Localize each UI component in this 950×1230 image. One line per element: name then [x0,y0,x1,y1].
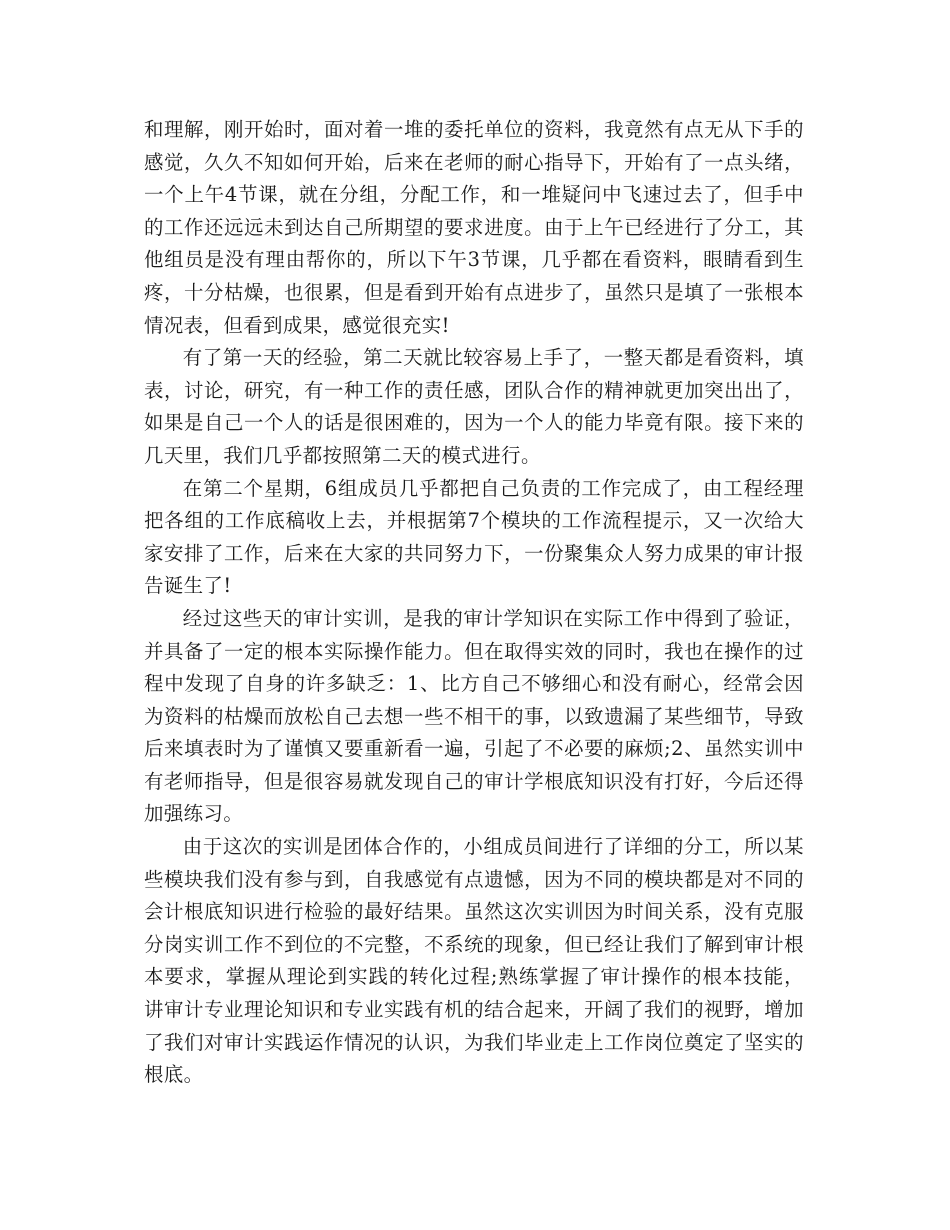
document-body [144,114,804,1092]
paragraph-reflection: 经过这些天的审计实训，是我的审计学知识在实际工作中得到了验证，并具备了一定的根本实际操作能力。但在取得实效的同时，我也在操作的过程中发现了自身的许多缺乏：1、比方自己不够细心和没有耐心，经常会因为资料的枯燥而放松自己去想一些不相干的事，以致遗漏了某些细节，导致后来填表时为了谨慎又要重新看一遍，引起了不必要的麻烦;2、虽然实训中有老师指导，但是很容易就发现自己的审计学根底知识没有打好，今后还得加强练习。 [144,606,804,826]
paragraph-conclusion: 由于这次的实训是团体合作的，小组成员间进行了详细的分工，所以某些模块我们没有参与到，自我感觉有点遗憾，因为不同的模块都是对不同的会计根底知识进行检验的最好结果。虽然这次实训因为时间关系，没有克服分岗实训工作不到位的不完整，不系统的现象，但已经让我们了解到审计根本要求，掌握从理论到实践的转化过程;熟练掌握了审计操作的根本技能，讲审计专业理论知识和专业实践有机的结合起来，开阔了我们的视野，增加了我们对审计实践运作情况的认识，为我们毕业走上工作岗位奠定了坚实的根底。 [144,835,804,1087]
paragraph-continuation: 和理解，刚开始时，面对着一堆的委托单位的资料，我竟然有点无从下手的感觉，久久不知如何开始，后来在老师的耐心指导下，开始有了一点头绪，一个上午4节课，就在分组，分配工作，和一堆疑问中飞速过去了，但手中的工作还远远未到达自己所期望的要求进度。由于上午已经进行了分工，其他组员是没有理由帮你的，所以下午3节课，几乎都在看资料，眼睛看到生疼，十分枯燥，也很累，但是看到开始有点进步了，虽然只是填了一张根本情况表，但看到成果，感觉很充实! [144,118,804,337]
paragraph-second-week: 在第二个星期，6组成员几乎都把自己负责的工作完成了，由工程经理把各组的工作底稿收上去，并根据第7个模块的工作流程提示，又一次给大家安排了工作，后来在大家的共同努力下，一份聚集众人努力成果的审计报告诞生了! [144,476,804,598]
paragraph-second-day: 有了第一天的经验，第二天就比较容易上手了，一整天都是看资料，填表，讨论，研究，有一种工作的责任感，团队合作的精神就更加突出出了，如果是自己一个人的话是很困难的，因为一个人的能力毕竟有限。接下来的几天里，我们几乎都按照第二天的模式进行。 [144,346,804,467]
